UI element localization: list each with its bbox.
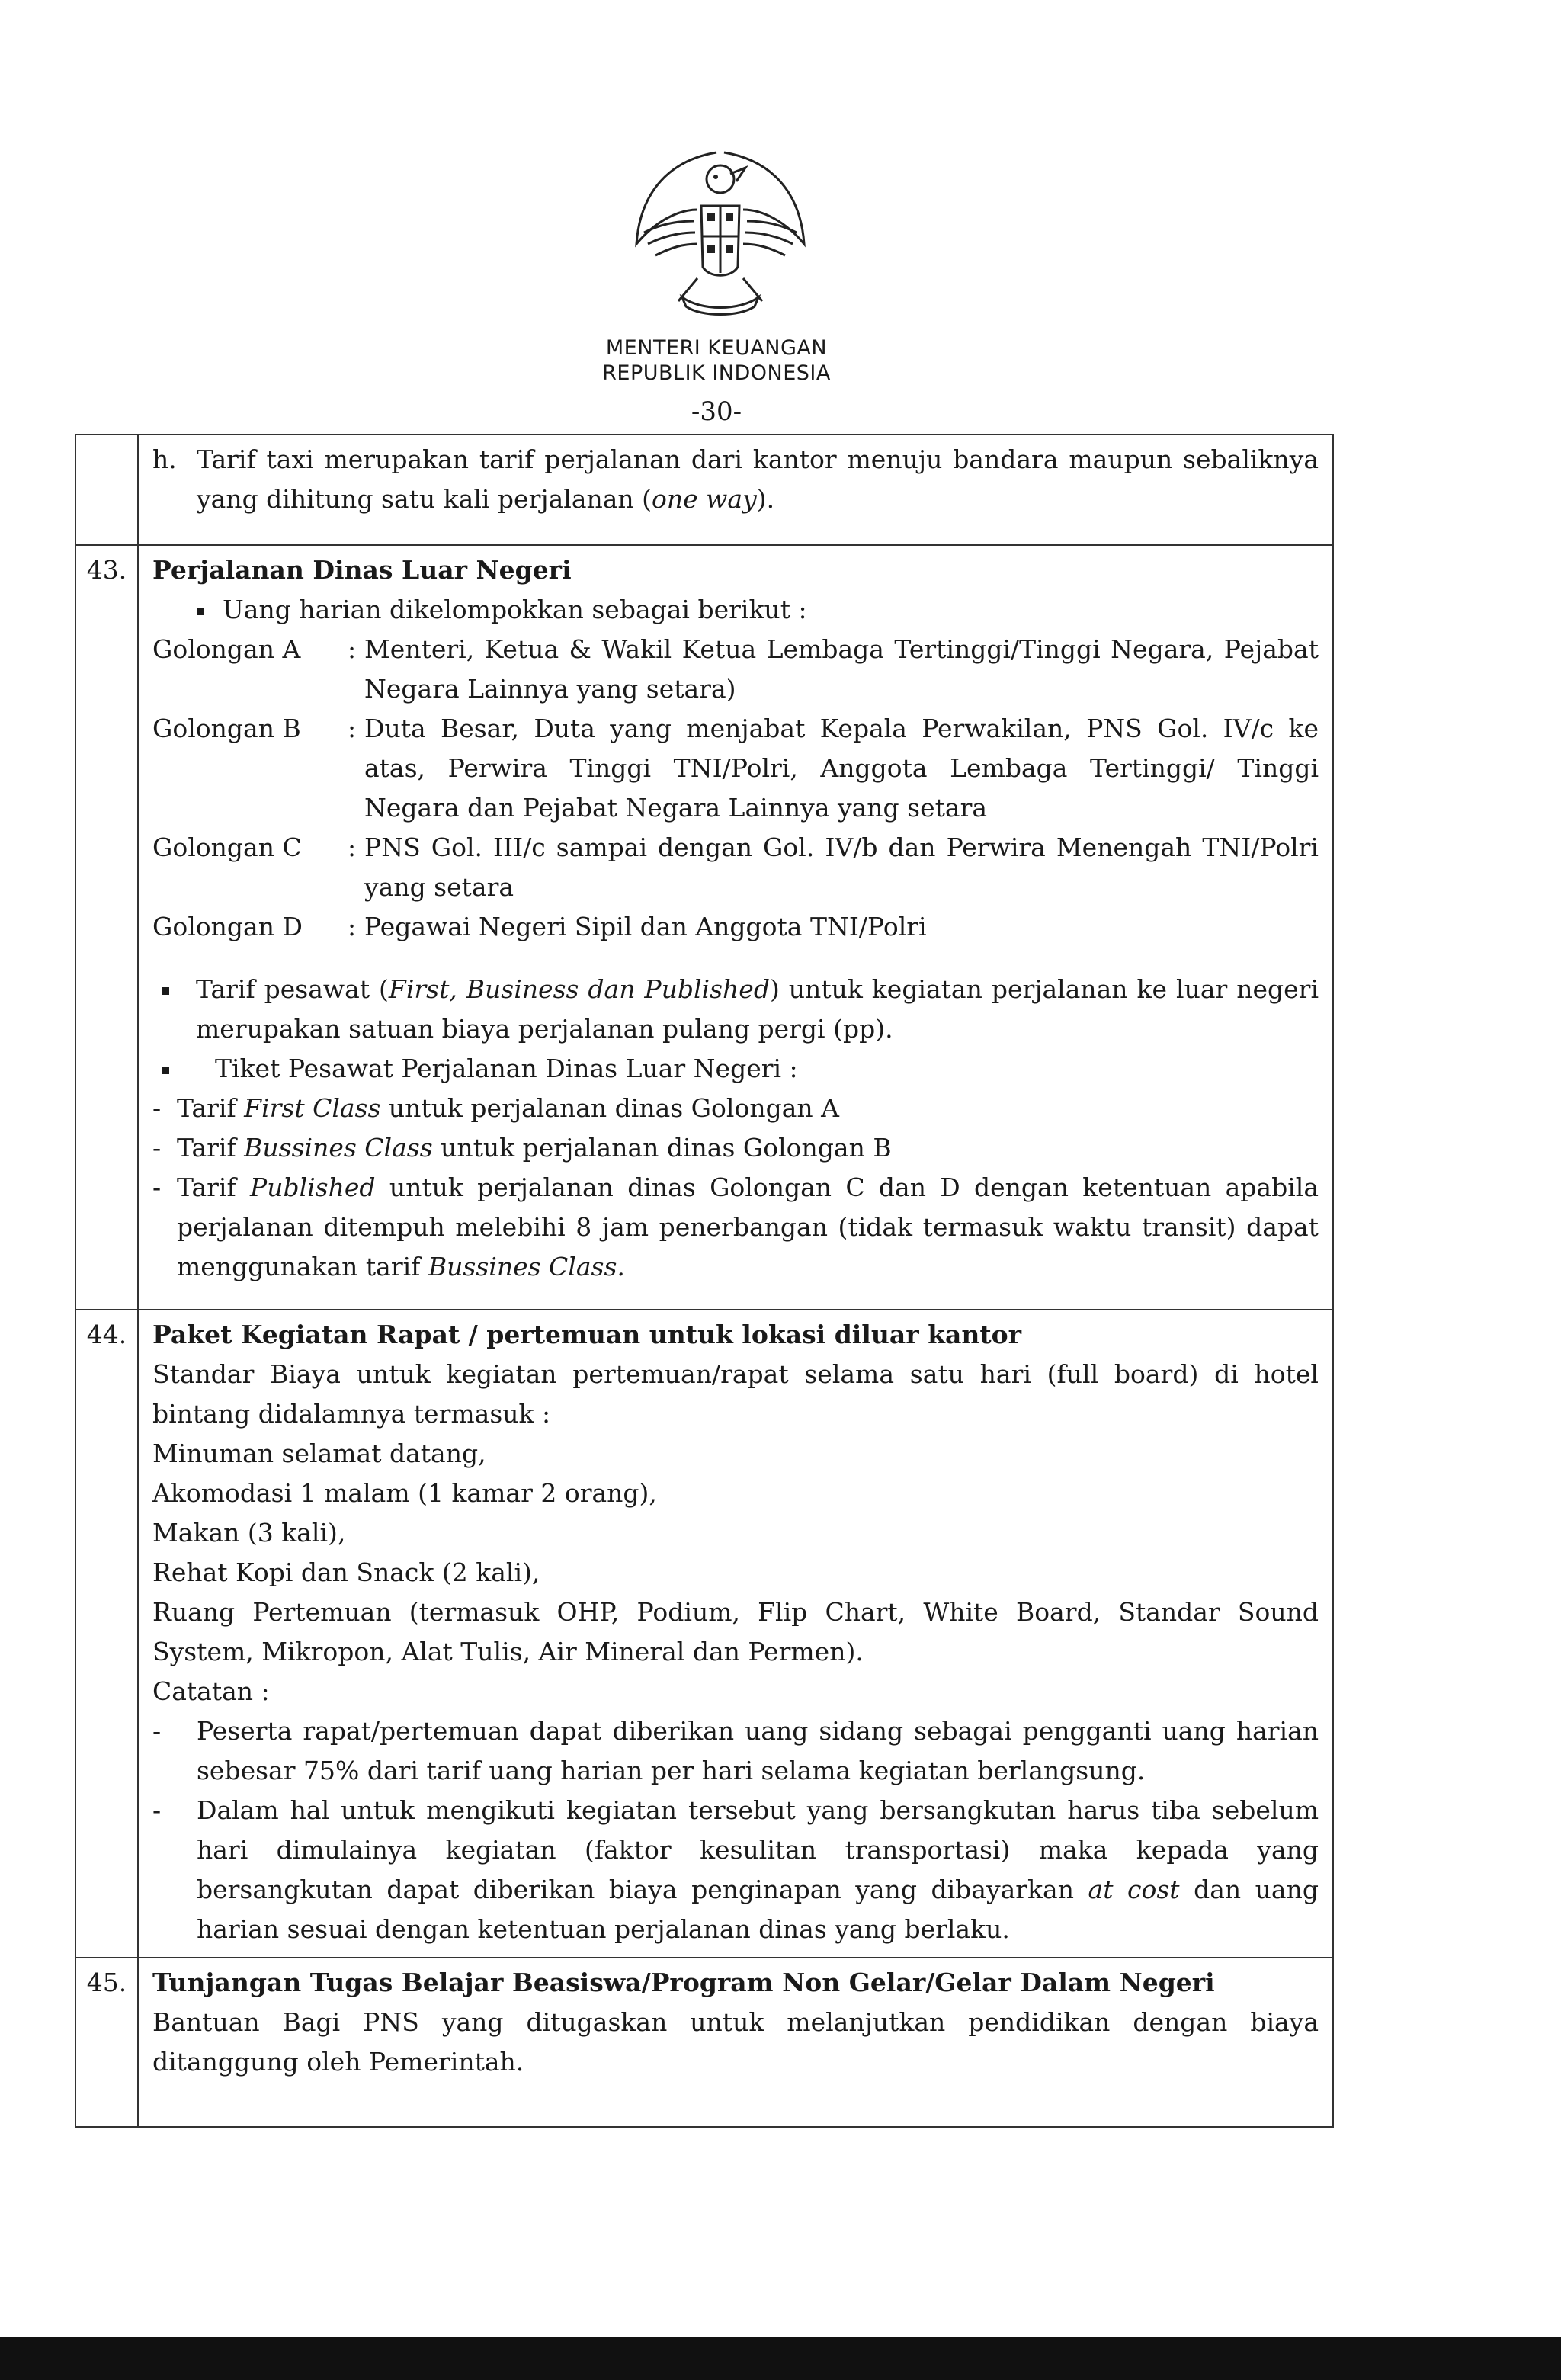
- list-item: - Tarif First Class untuk perjalanan dinas Golongan A: [152, 1093, 839, 1123]
- table-row: [75, 435, 1333, 545]
- list-item: Tarif pesawat (First, Business dan Published) untuk kegiatan perjalanan ke luar negeri merupakan satuan biaya perjalanan pulang pergi (pp).: [152, 970, 1319, 1049]
- page-number: -30-: [691, 396, 742, 427]
- row-number-cell: [75, 435, 138, 545]
- row-content-cell: [138, 435, 1333, 545]
- list-item: Ruang Pertemuan (termasuk OHP, Podium, Flip Chart, White Board, Standar Sound System, Mikropon, Alat Tulis, Air Mineral dan Permen).: [152, 1597, 1319, 1666]
- list-item: h. Tarif taxi merupakan tarif perjalanan dari kantor menuju bandara maupun sebaliknya yang dihitung satu kali perjalanan (one way).: [152, 440, 1319, 519]
- scan-edge-bar: [0, 2337, 1561, 2380]
- garuda-emblem-icon: [625, 137, 816, 328]
- table-row: [75, 1310, 1333, 1958]
- list-item: - Tarif Published untuk perjalanan dinas Golongan C dan D dengan ketentuan apabila perjalanan ditempuh melebihi 8 jam penerbangan (tidak termasuk waktu transit) dapat menggunakan tarif Bussines Class.: [152, 1172, 1319, 1281]
- row-content-cell: [138, 1958, 1333, 2127]
- table-row: [75, 1958, 1333, 2127]
- section-text: Bantuan Bagi PNS yang ditugaskan untuk melanjutkan pendidikan dengan biaya ditanggung oleh Pemerintah.: [152, 2007, 1319, 2077]
- list-item: - Tarif Bussines Class untuk perjalanan dinas Golongan B: [152, 1133, 892, 1163]
- table-row: [75, 545, 1333, 1310]
- row-number-cell: 43.: [75, 545, 138, 1310]
- list-item: Makan (3 kali),: [152, 1518, 346, 1548]
- section-title: Paket Kegiatan Rapat / pertemuan untuk lokasi diluar kantor: [152, 1320, 1021, 1349]
- section-intro: Standar Biaya untuk kegiatan pertemuan/rapat selama satu hari (full board) di hotel bintang didalamnya termasuk :: [152, 1359, 1319, 1429]
- list-item: Uang harian dikelompokkan sebagai berikut :: [152, 590, 1319, 630]
- group-row-d: Golongan D : Pegawai Negeri Sipil dan Anggota TNI/Polri: [152, 912, 927, 941]
- group-row-c: Golongan C : PNS Gol. III/c sampai dengan Gol. IV/b dan Perwira Menengah TNI/Polri yang setara: [152, 832, 1319, 902]
- list-item: Minuman selamat datang,: [152, 1439, 486, 1468]
- country-title: REPUBLIK INDONESIA: [602, 361, 831, 385]
- regulation-table: [75, 434, 1334, 2128]
- group-row-b: Golongan B : Duta Besar, Duta yang menjabat Kepala Perwakilan, PNS Gol. IV/c ke atas, Perwira Tinggi TNI/Polri, Anggota Lembaga Tertinggi/ Tinggi Negara dan Pejabat Negara Lainnya yang setara: [152, 714, 1319, 823]
- square-bullet-icon: [197, 608, 204, 615]
- row-content-cell: [138, 545, 1333, 1310]
- square-bullet-icon: [162, 987, 169, 995]
- section-title: Perjalanan Dinas Luar Negeri: [152, 555, 572, 585]
- notes-label: Catatan :: [152, 1676, 270, 1706]
- list-item: Akomodasi 1 malam (1 kamar 2 orang),: [152, 1478, 657, 1508]
- ministry-title: MENTERI KEUANGAN: [605, 336, 828, 360]
- section-title: Tunjangan Tugas Belajar Beasiswa/Program Non Gelar/Gelar Dalam Negeri: [152, 1968, 1215, 1997]
- row-number-cell: 44.: [75, 1310, 138, 1958]
- letterhead: [0, 335, 1433, 386]
- square-bullet-icon: [162, 1067, 169, 1074]
- list-item: - Dalam hal untuk mengikuti kegiatan tersebut yang bersangkutan harus tiba sebelum hari dimulainya kegiatan (faktor kesulitan transportasi) maka kepada yang bersangkutan dapat diberikan biaya penginapan yang dibayarkan at cost dan uang harian sesuai dengan ketentuan perjalanan dinas yang berlaku.: [152, 1795, 1319, 1944]
- row-number-cell: 45.: [75, 1958, 138, 2127]
- row-content-cell: [138, 1310, 1333, 1958]
- list-item: Rehat Kopi dan Snack (2 kali),: [152, 1557, 540, 1587]
- group-row-a: Golongan A : Menteri, Ketua & Wakil Ketua Lembaga Tertinggi/Tinggi Negara, Pejabat Negara Lainnya yang setara): [152, 634, 1319, 704]
- list-marker: h.: [152, 444, 177, 474]
- list-item: - Peserta rapat/pertemuan dapat diberikan uang sidang sebagai pengganti uang harian sebesar 75% dari tarif uang harian per hari selama kegiatan berlangsung.: [152, 1716, 1319, 1785]
- list-item: Tiket Pesawat Perjalanan Dinas Luar Negeri :: [152, 1049, 1319, 1089]
